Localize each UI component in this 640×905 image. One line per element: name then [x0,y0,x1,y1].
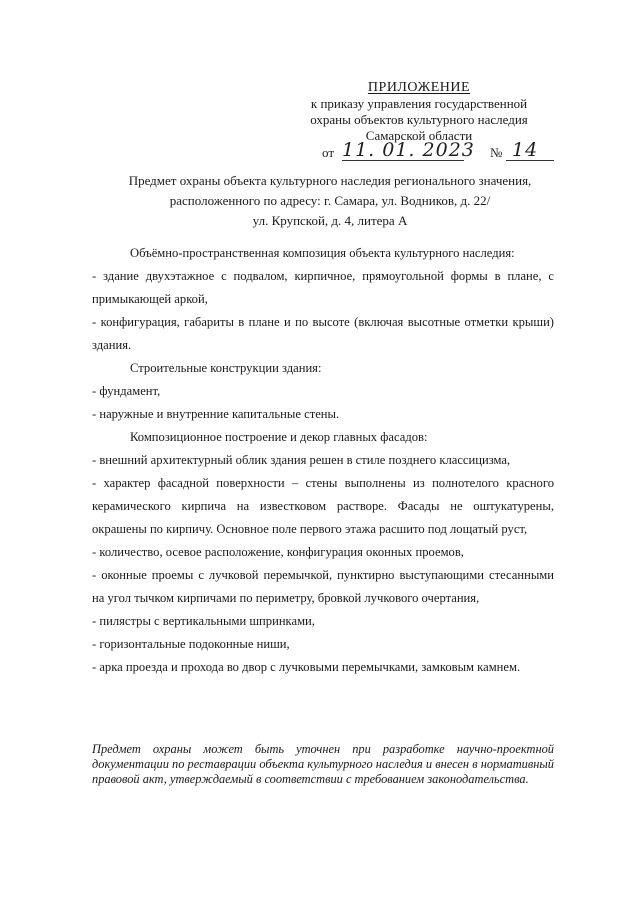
body-paragraph: Строительные конструкции здания: [130,361,322,375]
order-from-label: от [322,145,335,160]
order-date-handwritten: 11. 01. 2023 [342,139,475,161]
body-paragraph: Композиционное построение и декор главных фасадов: [130,430,428,444]
note-paragraph: Предмет охраны может быть уточнен при разработке научно-проектной документации по реставрации объекта культурного наследия и внесен в нормативный правовой акт, утверждаемый в соответствии с требованием законодательства. [92,742,554,786]
appendix-title: ПРИЛОЖЕНИЕ [367,80,471,95]
body-paragraph: - внешний архитектурный облик здания решен в стиле позднего классицизма, [92,453,511,467]
body-paragraph: - пилястры с вертикальными шпринками, [92,614,315,628]
body-paragraph: - здание двухэтажное с подвалом, кирпичное, прямоугольной формы в плане, с примыкающей аркой, [92,269,554,306]
body-paragraph: - фундамент, [92,384,161,398]
body-paragraph: Объёмно-пространственная композиция объекта культурного наследия: [130,246,515,260]
body-paragraph: - конфигурация, габариты в плане и по высоте (включая высотные отметки крыши) здания. [92,315,554,352]
order-date-number-line [322,139,554,163]
body-paragraph: - характер фасадной поверхности – стены выполнены из полнотелого красного керамического кирпича на известковом растворе. Фасады не оштукатурены, окрашены по кирпичу. Основное поле первого этажа расшито под лощатый руст, [92,476,554,536]
subject-line-2: расположенного по адресу: г. Самара, ул. Водников, д. 22/ [169,193,491,208]
order-number-handwritten: 14 [512,139,539,161]
body-paragraph: - количество, осевое расположение, конфигурация оконных проемов, [92,545,464,559]
appendix-line-2: охраны объектов культурного наследия [310,112,528,127]
body-paragraph: - арка проезда и прохода во двор с лучковыми перемычками, замковым камнем. [92,660,521,674]
document-body [92,242,554,679]
appendix-line-3: Самарской области [365,128,473,143]
subject-line-3: ул. Крупской, д. 4, литера А [252,213,408,228]
body-paragraph: - наружные и внутренние капитальные стены. [92,407,340,421]
appendix-header [294,80,544,144]
body-paragraph: - оконные проемы с лучковой перемычкой, пунктирно выступающими стесанными на угол тычком кирпичами по периметру, бровкой лучкового очертания, [92,568,554,605]
order-number-label: № [490,145,503,160]
subject-line-1: Предмет охраны объекта культурного наследия регионального значения, [128,173,532,188]
appendix-line-1: к приказу управления государственной [310,96,528,111]
document-subject [90,171,570,231]
body-paragraph: - горизонтальные подоконные ниши, [92,637,290,651]
